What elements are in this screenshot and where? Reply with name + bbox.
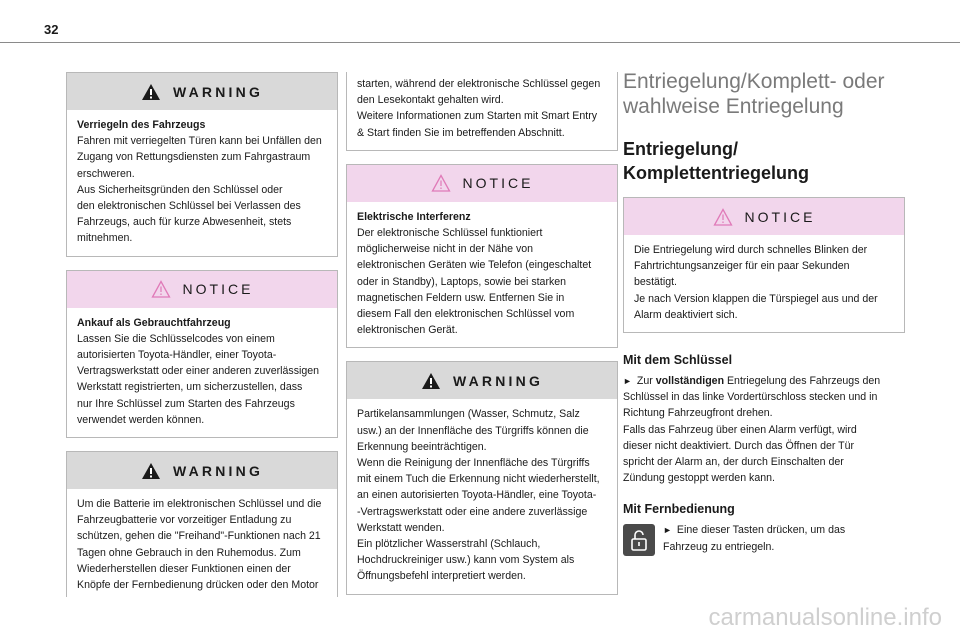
text-line: starten, während der elektronische Schlüssel gegen — [357, 78, 601, 90]
text-line: Wiederherstellen dieser Funktionen einen der — [77, 562, 291, 575]
key-section-heading: Mit dem Schlüssel — [623, 353, 733, 368]
notice-triangle-icon — [151, 280, 171, 298]
header-rule — [0, 42, 960, 43]
remote-section-body — [623, 522, 905, 556]
text-line: nur Ihre Schlüssel zum Starten des Fahrzeugs — [77, 397, 295, 410]
text-line: den elektronischen Schlüssel bei Verlassen des — [77, 200, 301, 213]
text-line: erschweren. — [77, 167, 135, 180]
text-line: möglicherweise nicht in der Nähe von — [357, 243, 534, 256]
section-title — [623, 69, 905, 119]
text-span: Entriegelung des Fahrzeugs den — [724, 375, 881, 388]
text-line: mit einem Tuch die Erkennung nicht wiederherstellt, — [357, 473, 600, 486]
warning-title: WARNING — [452, 372, 544, 389]
text-line: Ein plötzlicher Wasserstrahl (Schlauch, — [357, 538, 541, 551]
text-line: Falls das Fahrzeug über einen Alarm verfügt, wird — [623, 423, 857, 436]
text-line: Vertragswerkstatt oder einer anderen zuverlässigen — [77, 365, 320, 378]
notice-header — [67, 271, 337, 308]
text-line: oder in Standby), Laptops, sowie bei starken — [357, 275, 567, 288]
text-line: Alarm deaktiviert sich. — [634, 308, 738, 321]
text-line: Fahrtrichtungsanzeiger für ein paar Sekunden — [634, 260, 850, 273]
text-line: spricht der Alarm an, der durch Einschalten der — [623, 456, 844, 469]
column-left — [66, 72, 338, 610]
subsection-title-line: Komplettentriegelung — [623, 163, 810, 183]
notice-title: NOTICE — [182, 281, 254, 298]
text-line: elektronischen Gerät. — [357, 324, 458, 337]
text-line: usw.) an der Innenfläche des Türgriffs können die — [357, 424, 589, 437]
text-line: elektronischen Geräten wie Telefon (eingeschaltet — [357, 259, 592, 272]
notice-triangle-icon — [431, 174, 451, 192]
text-line: Fahren mit verriegelten Türen kann bei Unfällen den — [77, 135, 322, 148]
text-line: Fahrzeugs, auch für kurze Abwesenheit, stets — [77, 216, 292, 229]
text-line: Lassen Sie die Schlüsselcodes von einem — [77, 332, 275, 345]
arrow-icon: ► — [663, 525, 672, 536]
text-line: Aus Sicherheitsgründen den Schlüssel oder — [77, 183, 283, 196]
continuation-body — [347, 72, 617, 150]
text-line: Werkstatt wenden. — [357, 521, 445, 534]
notice-box-used-vehicle — [66, 270, 338, 438]
text-line: diesem Fall den elektronischen Schlüssel vom — [357, 308, 575, 321]
text-line: Zündung gestoppt werden kann. — [623, 472, 775, 485]
text-line — [663, 522, 845, 538]
text-line: an einen autorisierten Toyota-Händler, eine Toyota- — [357, 489, 597, 502]
text-line: Weitere Informationen zum Starten mit Smart Entry — [357, 110, 598, 123]
warning-title: WARNING — [172, 462, 264, 479]
notice-title: NOTICE — [462, 175, 534, 192]
warning-triangle-icon — [141, 83, 161, 101]
warning-body — [67, 489, 337, 597]
text-line: Die Entriegelung wird durch schnelles Blinken der — [634, 244, 868, 256]
notice-heading: Ankauf als Gebrauchtfahrzeug — [77, 316, 231, 329]
warning-triangle-icon — [141, 462, 161, 480]
column-right — [623, 72, 905, 556]
warning-box-door-handle — [346, 361, 618, 594]
text-line: den Lesekontakt gehalten wird. — [357, 94, 504, 107]
remote-section-heading: Mit Fernbedienung — [623, 502, 735, 517]
text-line: bestätigt. — [634, 276, 677, 289]
text-span: Zur — [636, 375, 656, 388]
warning-header — [67, 73, 337, 110]
text-line: Fahrzeug zu entriegeln. — [663, 540, 775, 553]
text-line: autorisierten Toyota-Händler, einer Toyota- — [77, 349, 277, 362]
text-line: Richtung Fahrzeugfront drehen. — [623, 407, 773, 420]
text-line: verwendet werden können. — [77, 413, 205, 426]
warning-box-battery — [66, 451, 338, 597]
warning-box-continuation — [346, 72, 618, 151]
notice-triangle-icon — [713, 208, 733, 226]
text-line: Hochdruckreiniger usw.) kann vom System als — [357, 554, 575, 567]
warning-body — [347, 399, 617, 593]
text-line: dieser nicht deaktiviert. Durch das Öffnen der Tür — [623, 439, 855, 452]
text-line: & Start finden Sie im betreffenden Abschnitt. — [357, 126, 565, 139]
warning-header — [67, 452, 337, 489]
text-line: Schlüssel in das linke Vordertürschloss stecken und in — [623, 391, 878, 404]
warning-body — [67, 110, 337, 256]
key-section-body — [623, 373, 905, 486]
text-line: Erkennung beeinträchtigen. — [357, 440, 487, 453]
notice-body — [624, 235, 904, 332]
text-line: Zugang von Rettungsdiensten zum Fahrgastraum — [77, 151, 311, 164]
notice-header — [624, 198, 904, 235]
text-line: Knöpfe der Fernbedienung drücken oder den Motor — [77, 579, 319, 592]
text-line: schützen, gehen die "Freihand"-Funktionen nach 21 — [77, 530, 321, 543]
page-number: 32 — [44, 22, 59, 37]
text-line: Tagen ohne Gebrauch in den Ruhemodus. Zum — [77, 546, 301, 559]
notice-body — [67, 308, 337, 437]
warning-title: WARNING — [172, 83, 264, 100]
text-line: Partikelansammlungen (Wasser, Schmutz, Salz — [357, 408, 580, 421]
subsection-title-line: Entriegelung/ — [623, 139, 739, 159]
notice-box-interference — [346, 164, 618, 349]
text-line: -Vertragswerkstatt oder eine andere zuverlässige — [357, 505, 588, 518]
text-span: Eine dieser Tasten drücken, um das — [676, 524, 846, 537]
arrow-icon: ► — [623, 376, 632, 387]
notice-header — [347, 165, 617, 202]
notice-title: NOTICE — [744, 208, 816, 225]
text-line: magnetischen Feldern usw. Entfernen Sie in — [357, 291, 565, 304]
warning-header — [347, 362, 617, 399]
warning-box-locking — [66, 72, 338, 257]
notice-body — [347, 202, 617, 348]
warning-triangle-icon — [421, 372, 441, 390]
text-line: Fahrzeugbatterie vor vorzeitiger Entladung zu — [77, 514, 292, 527]
remote-section-text — [663, 522, 845, 554]
notice-box-confirmation — [623, 197, 905, 333]
unlock-icon — [623, 524, 655, 556]
subsection-title — [623, 137, 905, 185]
emphasis: vollständigen — [655, 375, 725, 388]
text-line: Öffnungsbefehl interpretiert werden. — [357, 570, 526, 583]
column-middle — [346, 72, 618, 608]
section-title-line: Entriegelung/Komplett- oder — [623, 70, 885, 93]
section-title-line: wahlweise Entriegelung — [623, 95, 844, 118]
watermark: carmanualsonline.info — [708, 604, 942, 631]
text-line — [623, 373, 905, 389]
text-line: Je nach Version klappen die Türspiegel aus und der — [634, 292, 878, 305]
text-line: Wenn die Reinigung der Innenfläche des Türgriffs — [357, 457, 590, 470]
warning-heading: Verriegeln des Fahrzeugs — [77, 119, 206, 131]
text-line: Werkstatt registrierten, um sicherzustellen, dass — [77, 381, 303, 394]
notice-heading: Elektrische Interferenz — [357, 210, 471, 223]
text-line: mitnehmen. — [77, 232, 133, 245]
text-line: Der elektronische Schlüssel funktioniert — [357, 227, 543, 240]
text-line: Um die Batterie im elektronischen Schlüssel und die — [77, 498, 322, 511]
